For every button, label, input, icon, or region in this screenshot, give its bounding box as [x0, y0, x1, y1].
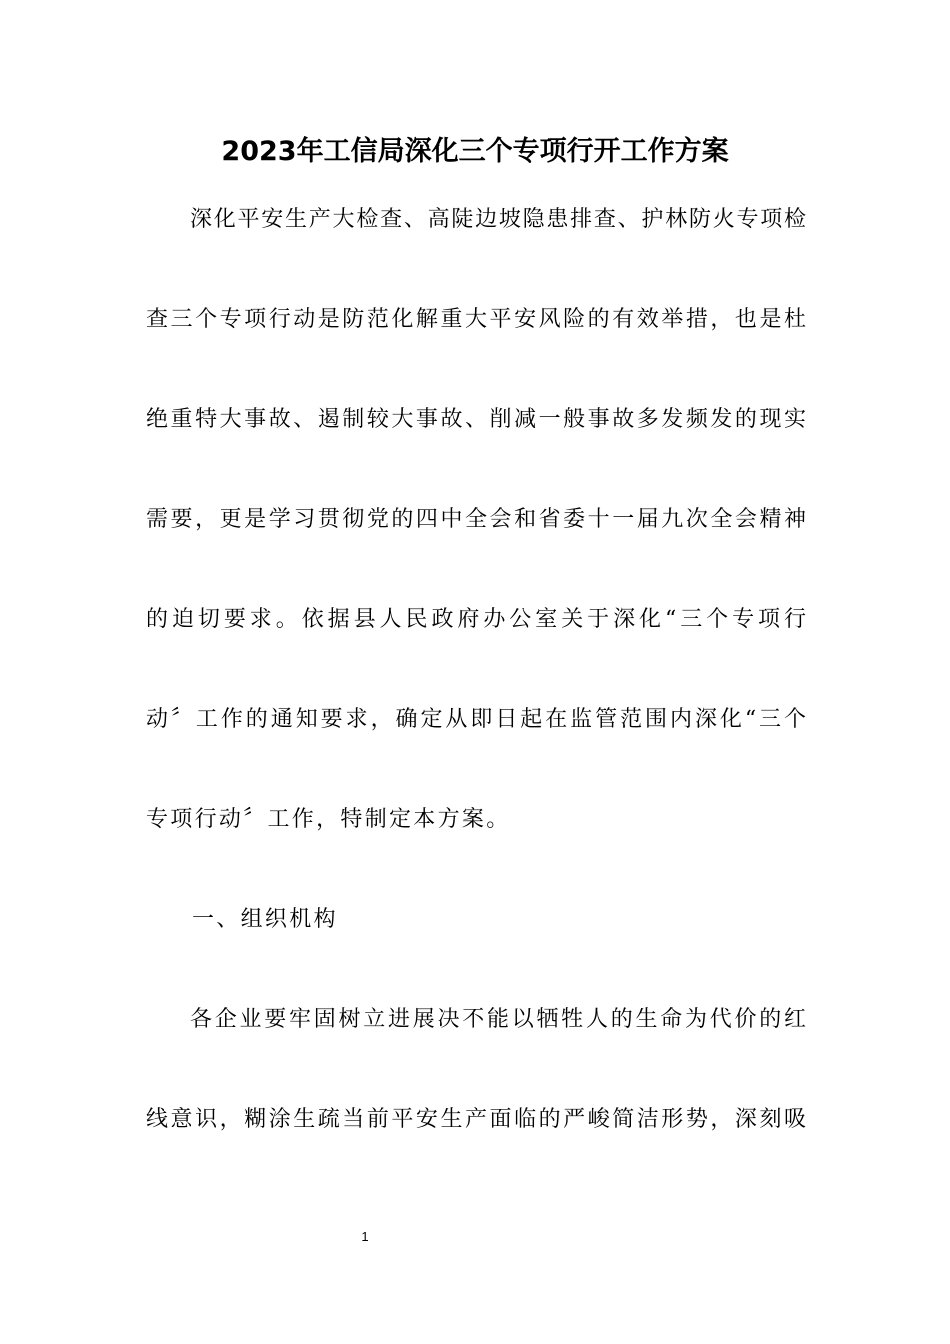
page-number: 1: [361, 1229, 369, 1244]
section-heading-organization: 一、组织机构: [192, 907, 338, 932]
paragraph-2-line-2: 线意识，糊涂生疏当前平安生产面临的严峻简洁形势，深刻吸: [146, 1107, 806, 1132]
paragraph-1-line-4: 需要，更是学习贯彻党的四中全会和省委十一届九次全会精神: [146, 507, 806, 532]
document-title: 2023年工信局深化三个专项行开工作方案: [221, 136, 729, 167]
paragraph-1-line-1: 深化平安生产大检查、高陡边坡隐患排查、护林防火专项检: [190, 207, 806, 232]
paragraph-2-line-1: 各企业要牢固树立进展决不能以牺牲人的生命为代价的红: [190, 1007, 806, 1032]
paragraph-1-line-7: 专项行动〞工作，特制定本方案。: [146, 807, 511, 832]
paragraph-1-line-6: 动〞工作的通知要求，确定从即日起在监管范围内深化“三个: [146, 707, 806, 732]
paragraph-1-line-3: 绝重特大事故、遏制较大事故、削减一般事故多发频发的现实: [146, 407, 806, 432]
paragraph-1-line-2: 查三个专项行动是防范化解重大平安风险的有效举措，也是杜: [146, 307, 806, 332]
paragraph-1-line-5: 的迫切要求。依据县人民政府办公室关于深化“三个专项行: [146, 607, 806, 632]
